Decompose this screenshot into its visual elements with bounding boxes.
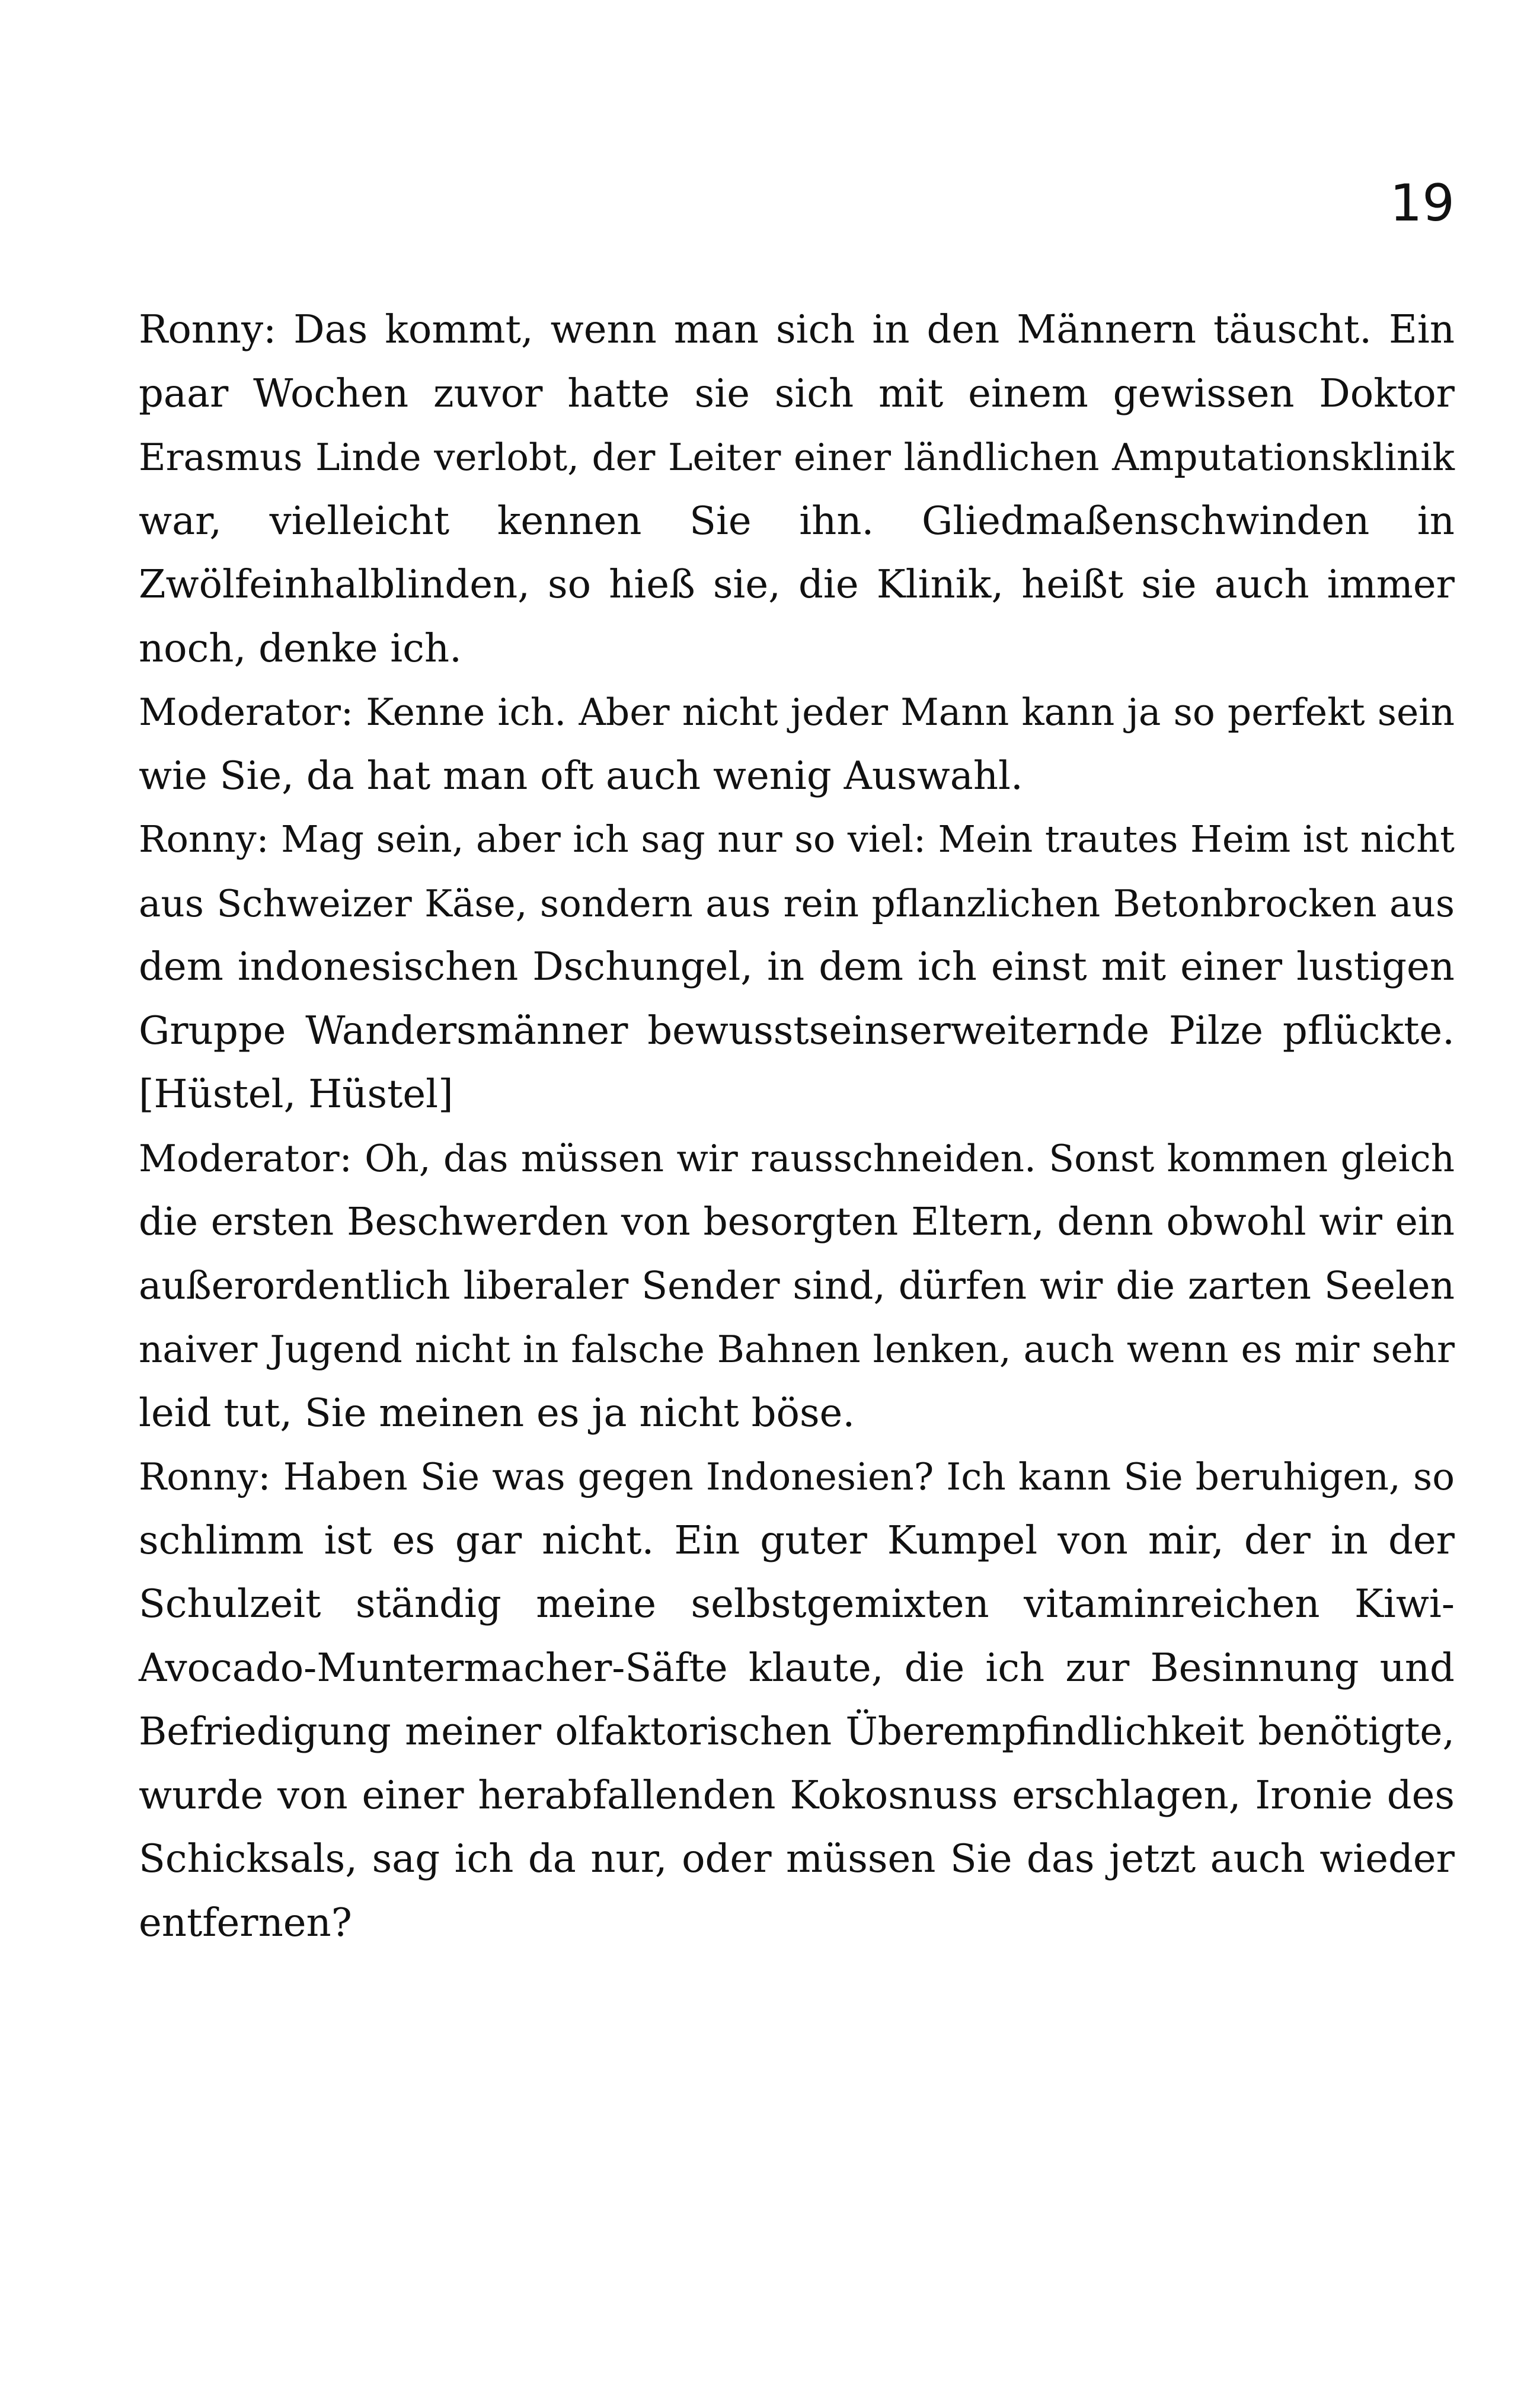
text-line: die ersten Beschwerden von besorgten Eltern, denn obwohl wir ein — [139, 1200, 1455, 1244]
text-line: schlimm ist es gar nicht. Ein guter Kumpel von mir, der in der — [139, 1517, 1455, 1563]
text-line: Schicksals, sag ich da nur, oder müssen Sie das jetzt auch wieder — [139, 1836, 1455, 1881]
text-line: wie Sie, da hat man oft auch wenig Auswahl. — [139, 753, 1023, 798]
text-line: Befriedigung meiner olfaktorischen Überempfindlichkeit benötigte, — [139, 1709, 1455, 1754]
text-line: war, vielleicht kennen Sie ihn. Gliedmaßenschwinden in — [139, 498, 1455, 544]
text-line: [Hüstel, Hüstel] — [139, 1072, 453, 1117]
page-number: 19 — [1389, 174, 1455, 233]
text-line: Ronny: Das kommt, wenn man sich in den Männern täuscht. Ein — [139, 307, 1455, 352]
text-line: Ronny: Mag sein, aber ich sag nur so viel: Mein trautes Heim ist nicht — [139, 818, 1455, 861]
text-line: Moderator: Oh, das müssen wir rausschneiden. Sonst kommen gleich — [139, 1136, 1455, 1180]
text-line: Ronny: Haben Sie was gegen Indonesien? Ich kann Sie beruhigen, so — [139, 1455, 1455, 1498]
text-line: Zwölfeinhalblinden, so hieß sie, die Klinik, heißt sie auch immer — [139, 562, 1455, 607]
text-line: aus Schweizer Käse, sondern aus rein pflanzlichen Betonbrocken aus — [139, 881, 1455, 925]
text-line: Avocado-Muntermacher-Säfte klaute, die ich zur Besinnung und — [139, 1645, 1455, 1690]
text-line: noch, denke ich. — [139, 625, 462, 671]
text-line: Gruppe Wandersmänner bewusstseinserweiternde Pilze pflückte. — [139, 1008, 1455, 1053]
body-text — [139, 298, 1455, 1955]
text-line: Erasmus Linde verlobt, der Leiter einer ländlichen Amputationsklinik — [139, 436, 1455, 479]
text-line: wurde von einer herabfallenden Kokosnuss erschlagen, Ironie des — [139, 1772, 1455, 1818]
text-line: Schulzeit ständig meine selbstgemixten vitaminreichen Kiwi- — [139, 1581, 1455, 1626]
text-line: Moderator: Kenne ich. Aber nicht jeder Mann kann ja so perfekt sein — [139, 691, 1455, 734]
text-line: außerordentlich liberaler Sender sind, dürfen wir die zarten Seelen — [139, 1263, 1455, 1308]
text-line: naiver Jugend nicht in falsche Bahnen lenken, auch wenn es mir sehr — [139, 1328, 1455, 1371]
text-line: paar Wochen zuvor hatte sie sich mit einem gewissen Doktor — [139, 370, 1455, 416]
text-line: dem indonesischen Dschungel, in dem ich einst mit einer lustigen — [139, 944, 1455, 989]
text-line: leid tut, Sie meinen es ja nicht böse. — [139, 1390, 855, 1436]
text-line: entfernen? — [139, 1900, 352, 1945]
